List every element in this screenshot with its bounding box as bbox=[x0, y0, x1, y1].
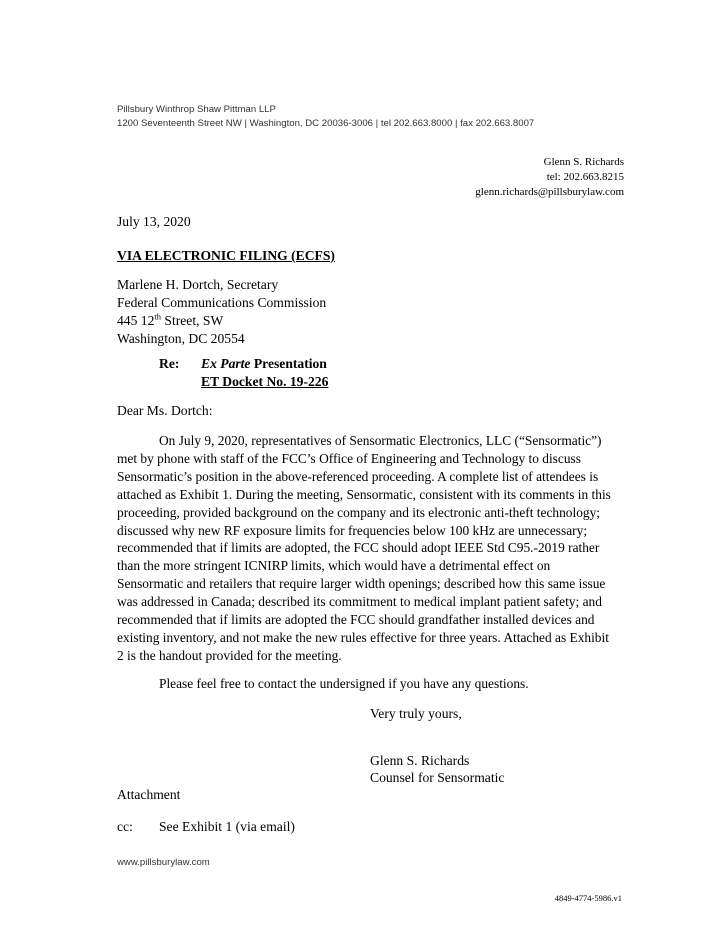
street-rest: Street, SW bbox=[161, 313, 224, 328]
firm-contact-line: 1200 Seventeenth Street NW | Washington, DC 20036-3006 | tel 202.663.8000 | fax 202.663.8007 bbox=[117, 118, 535, 129]
signature-title: Counsel for Sensormatic bbox=[370, 770, 505, 785]
re-label: Re: bbox=[159, 356, 180, 371]
firm-name: Pillsbury Winthrop Shaw Pittman LLP bbox=[117, 104, 276, 115]
sender-tel: tel: 202.663.8215 bbox=[546, 171, 624, 183]
cc-label: cc: bbox=[117, 819, 133, 834]
street-number: 445 12 bbox=[117, 313, 155, 328]
re-ex-parte: Ex Parte bbox=[201, 356, 251, 371]
recipient-line2: Federal Communications Commission bbox=[117, 295, 327, 310]
body-paragraph-2: Please feel free to contact the undersigned if you have any questions. bbox=[159, 676, 529, 691]
recipient-street bbox=[117, 312, 326, 330]
footer-website[interactable]: www.pillsburylaw.com bbox=[117, 857, 210, 868]
body-paragraph-1: On July 9, 2020, representatives of Sensormatic Electronics, LLC (“Sensormatic”) met by phone with staff of the FCC’s Office of Engineering and Technology to discuss Sensormatic’s position in the above-referenced proceeding. A complete list of attendees is attached as Exhibit 1. During the meeting, Sensormatic, consistent with its comments in this proceeding, provided background on the company and its electronic anti-theft technology; discussed why new RF exposure limits for frequencies below 100 kHz are unnecessary; recommended that if limits are adopted, the FCC should adopt IEEE Std C95.-2019 rather than the more stringent ICNIRP limits, which would have a detrimental effect on Sensormatic and retailers that require larger width openings; described how this same issue was addressed in Canada; described its commitment to medical implant patient safety; and recommended that if limits are adopted the FCC should grandfather installed devices and existing inventory, and not make the new rules effective for three years. Attached as Exhibit 2 is the handout provided for the meeting. bbox=[117, 433, 611, 663]
re-docket: ET Docket No. 19-226 bbox=[201, 374, 329, 389]
signature-name: Glenn S. Richards bbox=[370, 753, 470, 768]
cc-text: See Exhibit 1 (via email) bbox=[159, 819, 295, 834]
attachment-note: Attachment bbox=[117, 787, 181, 802]
re-presentation: Presentation bbox=[250, 356, 327, 371]
street-suffix: th bbox=[154, 311, 162, 322]
sender-block bbox=[475, 155, 624, 200]
re-subject bbox=[201, 355, 327, 373]
valediction: Very truly yours, bbox=[370, 706, 462, 721]
salutation: Dear Ms. Dortch: bbox=[117, 403, 213, 418]
recipient-line1: Marlene H. Dortch, Secretary bbox=[117, 277, 279, 292]
sender-email[interactable]: glenn.richards@pillsburylaw.com bbox=[475, 186, 624, 198]
letter-date: July 13, 2020 bbox=[117, 214, 191, 229]
sender-name: Glenn S. Richards bbox=[543, 156, 624, 168]
recipient-line4: Washington, DC 20554 bbox=[117, 331, 245, 346]
recipient-address bbox=[117, 276, 326, 348]
footer-doc-id: 4849-4774-5986.v1 bbox=[554, 893, 622, 903]
delivery-method: VIA ELECTRONIC FILING (ECFS) bbox=[117, 248, 335, 263]
